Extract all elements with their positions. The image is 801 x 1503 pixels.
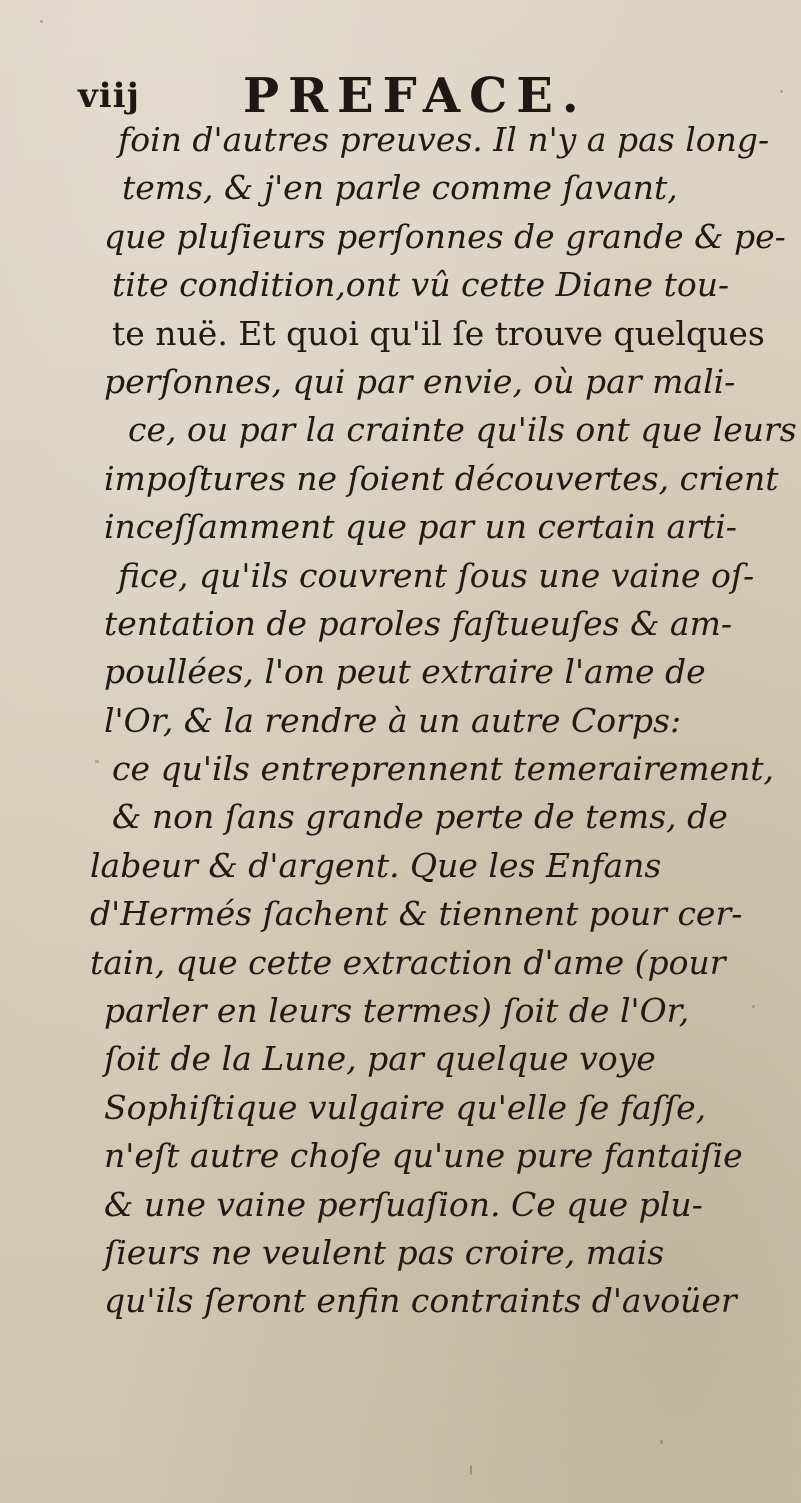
text-line: fice, qu'ils couvrent ſous une vaine oſ-	[118, 555, 755, 595]
text-line: & une vaine perſuaſion. Ce que plu-	[104, 1184, 703, 1224]
text-line: foin d'autres preuves. Il n'y a pas long-	[118, 120, 770, 159]
text-line: Sophiſtique vulgaire qu'elle ſe faſſe,	[104, 1087, 707, 1127]
text-line: labeur & d'argent. Que les Enfans	[90, 845, 662, 885]
page-number: viij	[78, 76, 140, 116]
text-line: ce, ou par la crainte qu'ils ont que leurs	[128, 410, 797, 450]
running-title: PREFACE.	[243, 68, 588, 124]
paper-speck	[780, 90, 783, 93]
text-line: tems, & j'en parle comme ſavant,	[122, 168, 678, 208]
text-line: te nuë. Et quoi qu'il ſe trouve quelques	[112, 313, 765, 353]
text-line: & non ſans grande perte de tems, de	[112, 797, 728, 837]
text-line: l'Or, & la rendre à un autre Corps:	[104, 700, 682, 740]
text-line: inceſſamment que par un certain arti-	[104, 507, 737, 547]
text-line: n'eſt autre choſe qu'une pure fantaiſie	[104, 1136, 743, 1176]
text-line: d'Hermés ſachent & tiennent pour cer-	[90, 894, 743, 934]
paper-speck	[660, 1440, 663, 1444]
text-line: tain, que cette extraction d'ame (pour	[90, 942, 726, 982]
paper-speck	[40, 20, 43, 23]
text-line: ſoit de la Lune, par quelque voye	[104, 1039, 656, 1079]
text-line: tentation de paroles faſtueuſes & am-	[104, 603, 733, 643]
paper-speck	[95, 760, 99, 763]
text-line: ce qu'ils entreprennent temerairement,	[112, 749, 775, 789]
text-line: poullées, l'on peut extraire l'ame de	[104, 652, 706, 692]
paper-speck	[470, 1465, 472, 1475]
text-line: tite condition,ont vû cette Diane tou-	[112, 265, 730, 305]
text-line: impoſtures ne ſoient découvertes, crient	[104, 458, 779, 498]
text-line: qu'ils ſeront enfin contraints d'avoüer	[104, 1281, 737, 1321]
text-line: parler en leurs termes) ſoit de l'Or,	[104, 991, 690, 1031]
body-text	[90, 116, 797, 1326]
text-line: ſieurs ne veulent pas croire, mais	[104, 1232, 665, 1272]
text-line: perſonnes, qui par envie, où par mali-	[104, 361, 736, 401]
text-line: que pluſieurs perſonnes de grande & pe-	[104, 216, 786, 256]
